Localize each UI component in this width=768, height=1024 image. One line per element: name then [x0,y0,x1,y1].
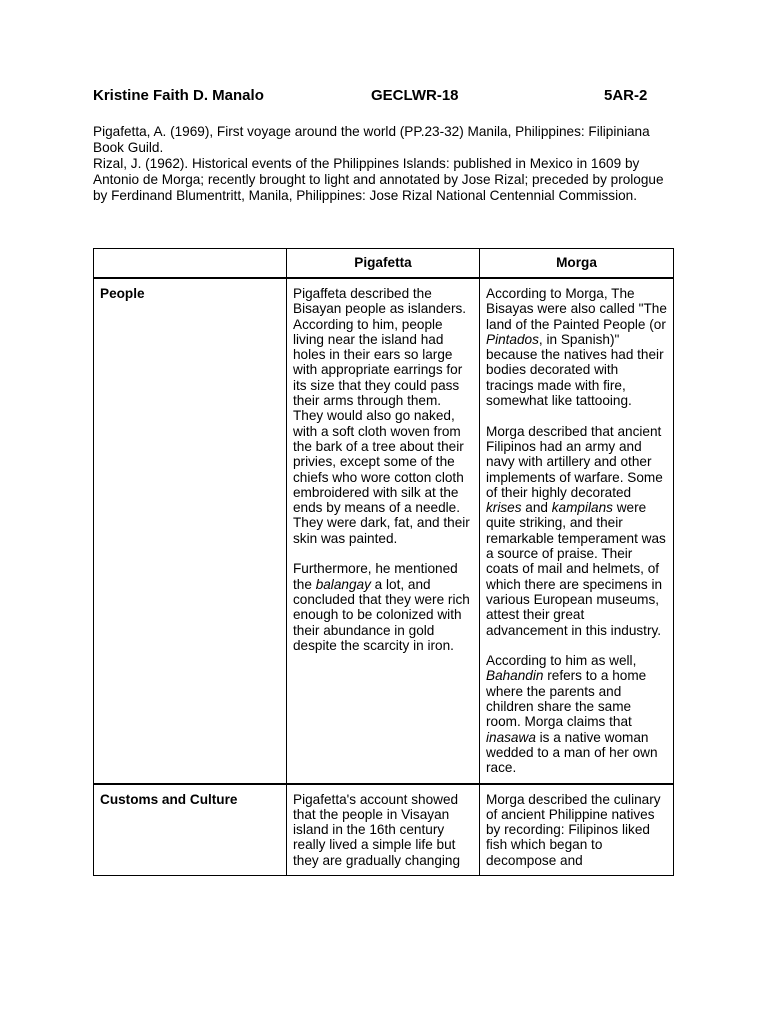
author-name: Kristine Faith D. Manalo [93,87,264,104]
comparison-table [93,248,674,876]
reference-rizal: Rizal, J. (1962). Historical events of the Philippines Islands: published in Mexico in 1609 by Antonio de Morga; recently brought to light and annotated by Jose Rizal; preceded by prologue by Ferdinand Blumentritt, Manila, Philippines: Jose Rizal National Centennial Commission. [93,156,664,203]
course-code: GECLWR-18 [371,87,459,104]
cell-customs-morga [480,784,674,876]
cell-people-pigafetta [287,278,480,784]
italic-term: inasawa [486,729,536,745]
row-label-people: People [94,278,287,784]
table-row [94,278,674,784]
reference-pigafetta: Pigafetta, A. (1969), First voyage around the world (PP.23-32) Manila, Philippines: Filipiniana Book Guild. [93,124,650,155]
references [93,124,677,204]
paragraph: According to Morga, The Bisayas were also called "The land of the Painted People (or Pintados, in Spanish)" because the natives had their bodies decorated with tracings made with fire, somewhat like tattooing. [486,286,667,409]
italic-term: Pintados [486,331,539,347]
table-header-row [94,249,674,279]
section-code: 5AR-2 [604,87,648,104]
italic-term: balangay [315,576,371,592]
row-label-customs: Customs and Culture [94,784,287,876]
document-header [93,87,673,107]
table-row [94,784,674,876]
paragraph: Morga described the culinary of ancient Philippine natives by recording: Filipinos liked fish which began to decompose and [486,791,661,868]
italic-term: krises [486,500,522,516]
column-header-empty [94,249,287,279]
cell-customs-pigafetta [287,784,480,876]
cell-people-morga [480,278,674,784]
italic-term: kampilans [551,500,613,516]
column-header-morga: Morga [480,249,674,279]
paragraph: Morga described that ancient Filipinos had an army and navy with artillery and other implements of warfare. Some of their highly decorated krises and kampilans were quite striking, and their remarkable temperament was a source of praise. Their coats of mail and helmets, of which there are specimens in various European museums, attest their great advancement in this industry. [486,423,666,638]
italic-term: Bahandin [486,668,544,684]
column-header-pigafetta: Pigafetta [287,249,480,279]
paragraph: According to him as well, Bahandin refers to a home where the parents and children share the same room. Morga claims that inasawa is a native woman wedded to a man of her own race. [486,653,658,776]
paragraph: Pigaffeta described the Bisayan people as islanders. According to him, people living near the island had holes in their ears so large with appropriate earrings for its size that they could pass their arms through them. They would also go naked, with a soft cloth woven from the bark of a tree about their privies, except some of the chiefs who wore cotton cloth embroidered with silk at the ends by means of a needle. They were dark, fat, and their skin was painted. [293,286,470,546]
paragraph: Pigafetta's account showed that the people in Visayan island in the 16th century really lived a simple life but they are gradually changing [293,791,461,868]
paragraph: Furthermore, he mentioned the balangay a lot, and concluded that they were rich enough to be colonized with their abundance in gold despite the scarcity in iron. [293,561,470,653]
